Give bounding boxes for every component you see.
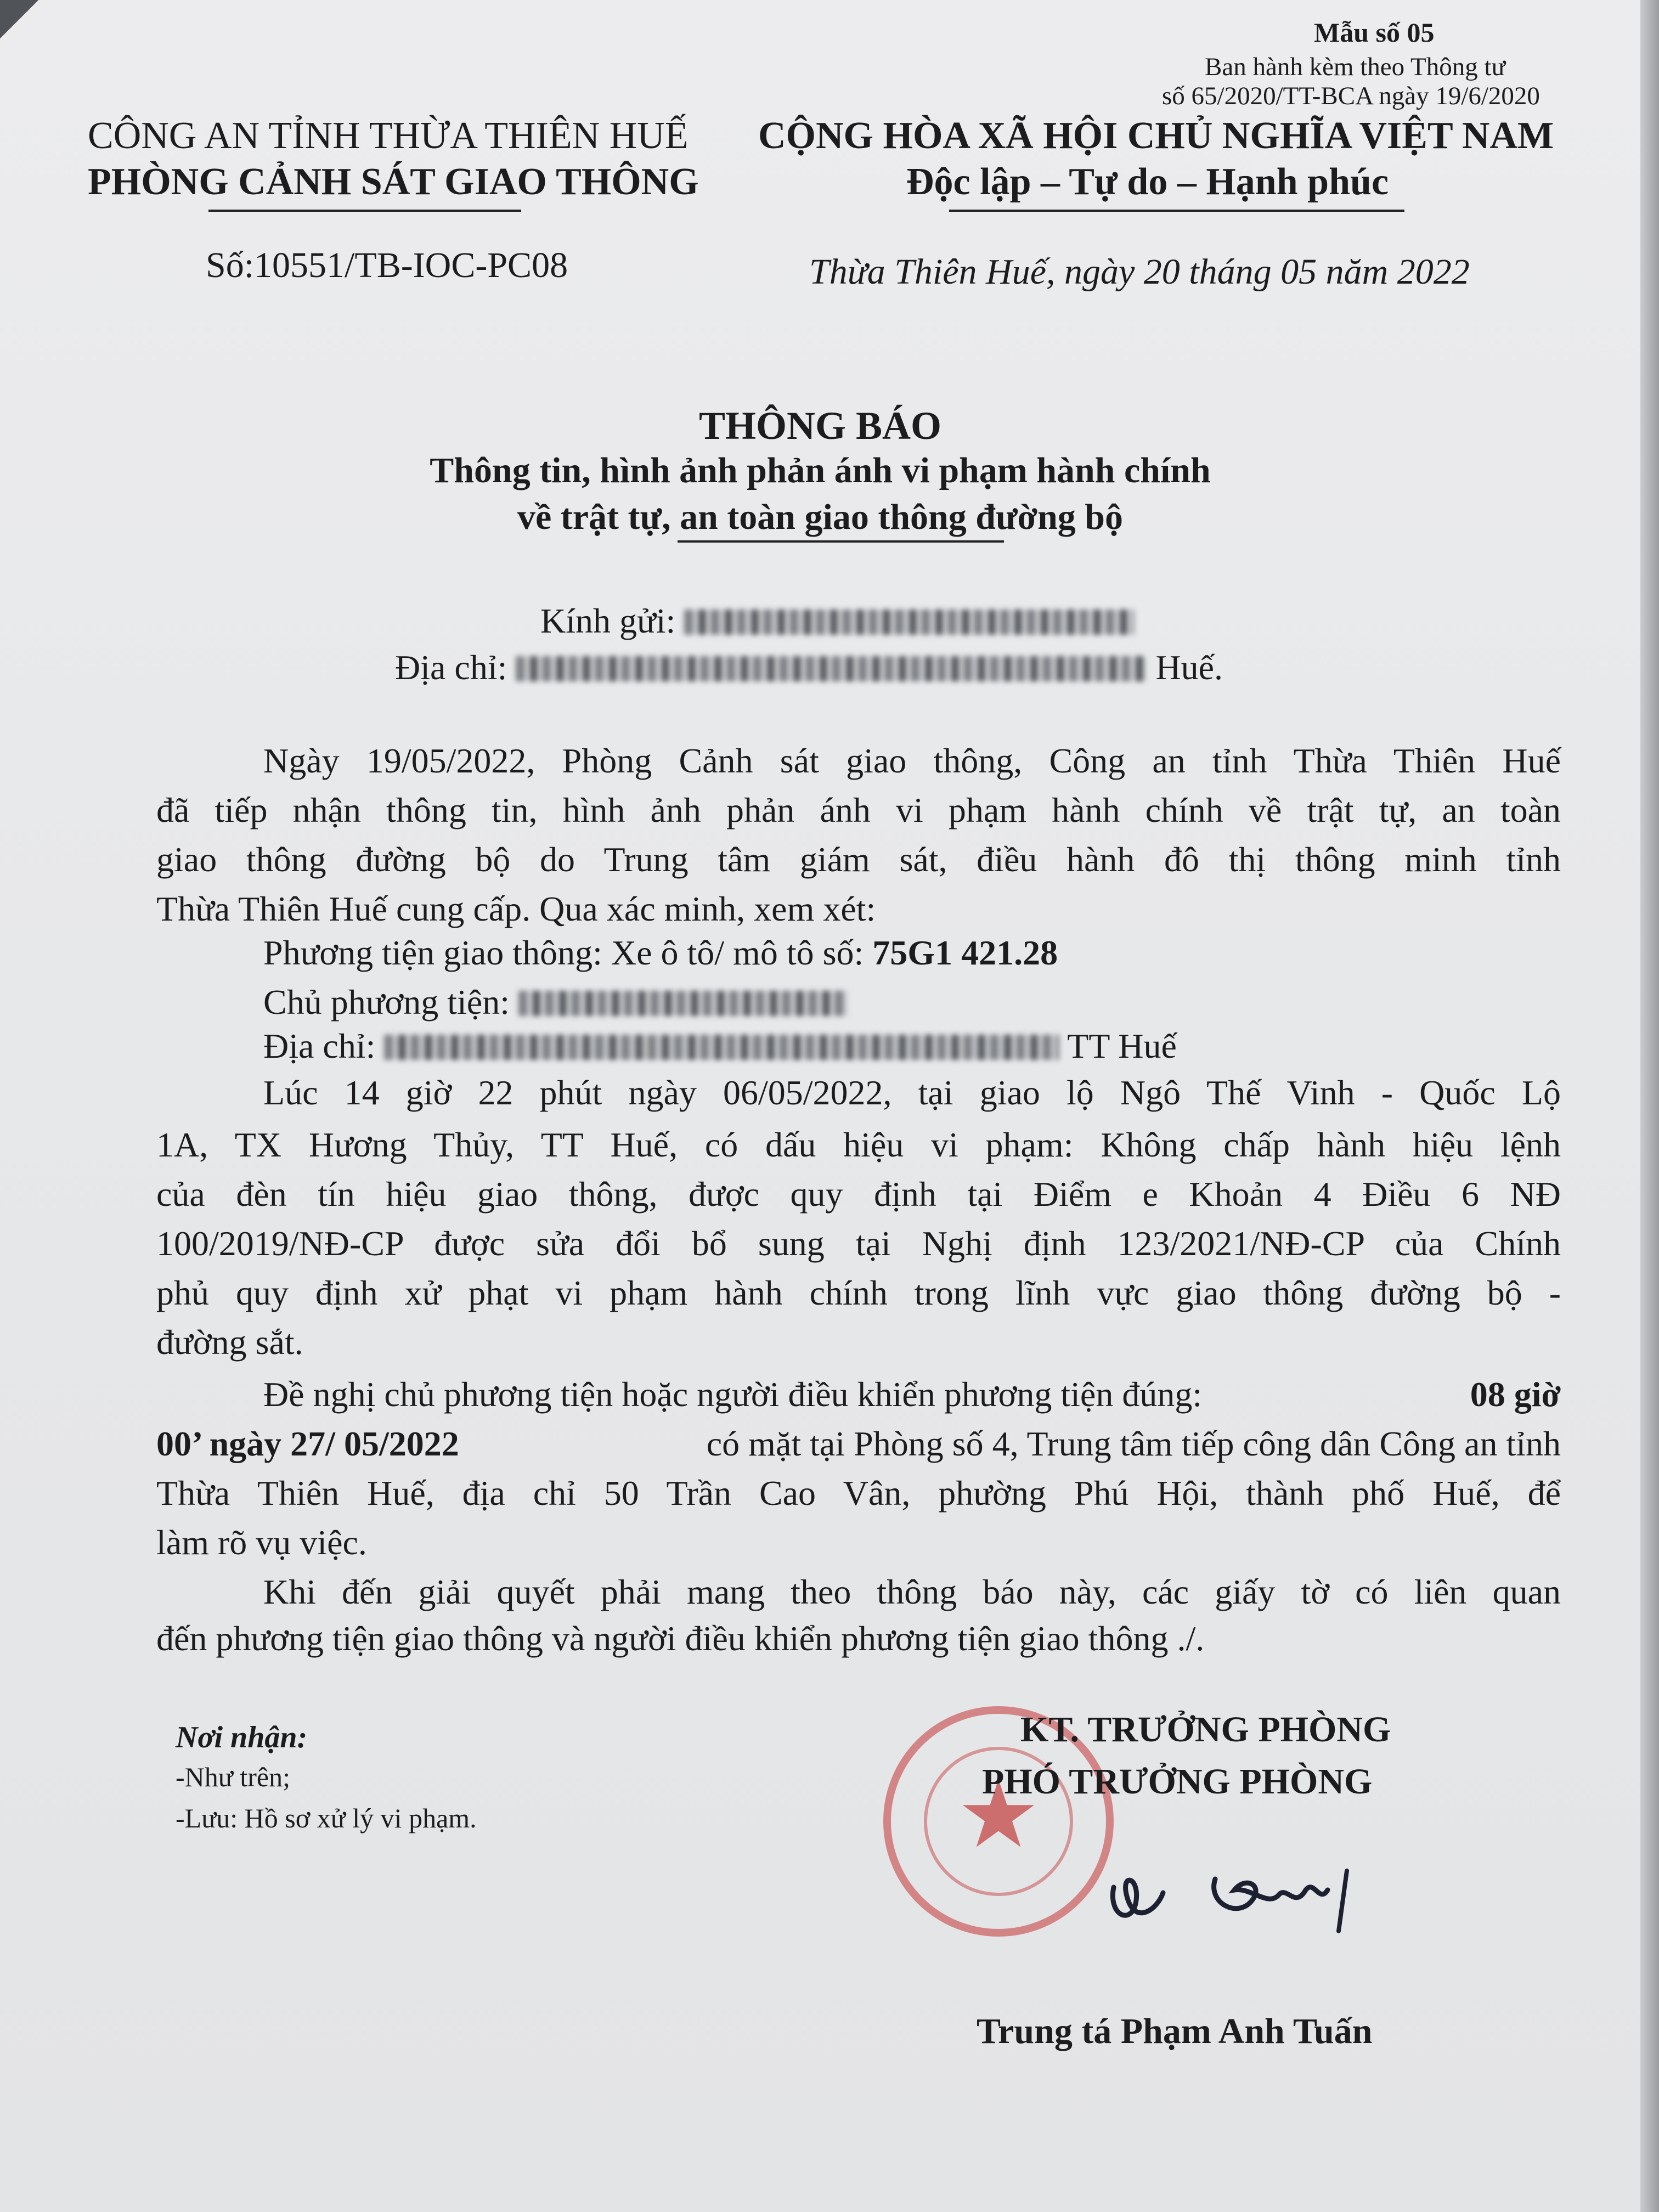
body-line — [156, 891, 876, 927]
body-line — [156, 1226, 1561, 1261]
body-text: có mặt tại Phòng số 4, Trung tâm tiếp công dân Công an tỉnh — [706, 1424, 1561, 1463]
vehicle-line — [263, 935, 1058, 970]
body-line — [156, 793, 1561, 828]
body-line — [156, 842, 1561, 877]
body-text: Thừa Thiên Huế, địa chỉ 50 Trần Cao Vân, phường Phú Hội, thành phố Huế, để — [156, 1474, 1561, 1513]
department-name — [88, 160, 699, 204]
background-edge — [1640, 0, 1659, 2212]
form-number: Mẫu số 05 — [1314, 17, 1435, 48]
department-underline — [208, 210, 521, 212]
body-line — [263, 743, 1561, 778]
receiver-item: -Như trên; — [176, 1762, 290, 1792]
form-issued-line1: Ban hành kèm theo Thông tư — [1205, 53, 1506, 81]
body-text: Đề nghị chủ phương tiện hoặc người điều khiển phương tiện đúng: — [263, 1375, 1203, 1414]
appointment-time: 08 giờ — [1470, 1375, 1561, 1414]
body-line — [263, 1075, 1561, 1110]
owner-address-redacted — [384, 1035, 1059, 1060]
body-text: của đèn tín hiệu giao thông, được quy định tại Điểm e Khoản 4 Điều 6 NĐ — [156, 1175, 1561, 1214]
nation-motto: Độc lập – Tự do – Hạnh phúc — [906, 161, 1389, 203]
owner-line — [263, 985, 848, 1020]
body-line — [156, 1177, 1561, 1212]
recipient-address-label: Địa chỉ: — [395, 648, 507, 687]
body-line — [156, 1273, 1561, 1312]
body-line — [156, 1525, 367, 1560]
body-line — [263, 1572, 1561, 1611]
vehicle-plate: 75G1 421.28 — [872, 933, 1058, 972]
body-line — [263, 1377, 1561, 1412]
recipient-label: Kính gửi: — [540, 601, 676, 640]
recipient-address-redacted — [516, 656, 1147, 681]
body-text: Ngày 19/05/2022, Phòng Cảnh sát giao thông, Công an tỉnh Thừa Thiên Huế — [263, 741, 1561, 780]
receivers-title: Nơi nhận: — [176, 1720, 308, 1754]
document-number: Số:10551/TB-IOC-PC08 — [206, 245, 568, 285]
signature-title-1: KT. TRƯỞNG PHÒNG — [1020, 1709, 1391, 1750]
body-line — [156, 1127, 1561, 1163]
body-text: giao thông đường bộ do Trung tâm giám sát, điều hành đô thị thông minh tỉnh — [156, 840, 1561, 879]
owner-label: Chủ phương tiện: — [263, 983, 510, 1022]
owner-address-tail: TT Huế — [1067, 1026, 1177, 1065]
signer-name: Trung tá Phạm Anh Tuấn — [977, 2011, 1373, 2051]
body-text: đường sắt. — [156, 1323, 303, 1362]
appointment-date: 00’ ngày 27/ 05/2022 — [156, 1424, 459, 1463]
place-date: Thừa Thiên Huế, ngày 20 tháng 05 năm 2022 — [809, 252, 1470, 292]
recipient-line — [540, 603, 1134, 639]
body-text: đã tiếp nhận thông tin, hình ảnh phản ánh vi phạm hành chính về trật tự, an toàn — [156, 791, 1561, 830]
receiver-item: -Lưu: Hồ sơ xử lý vi phạm. — [176, 1803, 477, 1833]
body-line — [156, 1621, 1204, 1656]
recipient-address-tail: Huế. — [1155, 648, 1223, 687]
notice-subtitle-2: về trật tự, an toàn giao thông đường bộ — [517, 497, 1124, 537]
owner-name-redacted — [518, 991, 848, 1016]
signature-title-2: PHÓ TRƯỞNG PHÒNG — [982, 1762, 1373, 1802]
handwritten-signature — [1097, 1838, 1383, 1948]
body-line — [156, 1426, 1561, 1462]
subtitle-underline — [678, 540, 1004, 543]
nation-name: CỘNG HÒA XÃ HỘI CHỦ NGHĨA VIỆT NAM — [758, 115, 1554, 157]
department-name-text: PHÒNG CẢNH SÁT GIAO THÔNG — [88, 161, 699, 203]
notice-title: THÔNG BÁO — [698, 404, 942, 448]
owner-address-line — [263, 1026, 1177, 1065]
body-text: 100/2019/NĐ-CP được sửa đổi bổ sung tại Nghị định 123/2021/NĐ-CP của Chính — [156, 1224, 1561, 1263]
owner-address-label: Địa chỉ: — [263, 1026, 376, 1065]
body-text: làm rõ vụ việc. — [156, 1523, 367, 1562]
body-text: Thừa Thiên Huế cung cấp. Qua xác minh, xem xét: — [156, 889, 876, 928]
form-issued-line2: số 65/2020/TT-BCA ngày 19/6/2020 — [1162, 82, 1540, 110]
notice-subtitle-1: Thông tin, hình ảnh phản ánh vi phạm hành chính — [430, 450, 1211, 490]
recipient-address-line — [395, 650, 1223, 685]
motto-underline — [949, 210, 1404, 212]
body-text: Lúc 14 giờ 22 phút ngày 06/05/2022, tại giao lộ Ngô Thế Vinh - Quốc Lộ — [263, 1073, 1561, 1112]
body-text: 1A, TX Hương Thủy, TT Huế, có dấu hiệu vi phạm: Không chấp hành hiệu lệnh — [156, 1125, 1561, 1164]
body-text: phủ quy định xử phạt vi phạm hành chính trong lĩnh vực giao thông đường bộ - — [156, 1273, 1561, 1312]
recipient-name-redacted — [684, 610, 1134, 635]
body-line — [156, 1325, 303, 1360]
folded-corner — [0, 0, 38, 38]
body-text: Khi đến giải quyết phải mang theo thông báo này, các giấy tờ có liên quan — [263, 1572, 1561, 1611]
vehicle-label: Phương tiện giao thông: Xe ô tô/ mô tô số: — [263, 933, 864, 972]
seal-star-icon: ★ — [956, 1760, 1041, 1869]
body-text: đến phương tiện giao thông và người điều khiển phương tiện giao thông ./. — [156, 1619, 1205, 1658]
agency-name: CÔNG AN TỈNH THỪA THIÊN HUẾ — [88, 115, 689, 157]
body-line — [156, 1476, 1561, 1511]
